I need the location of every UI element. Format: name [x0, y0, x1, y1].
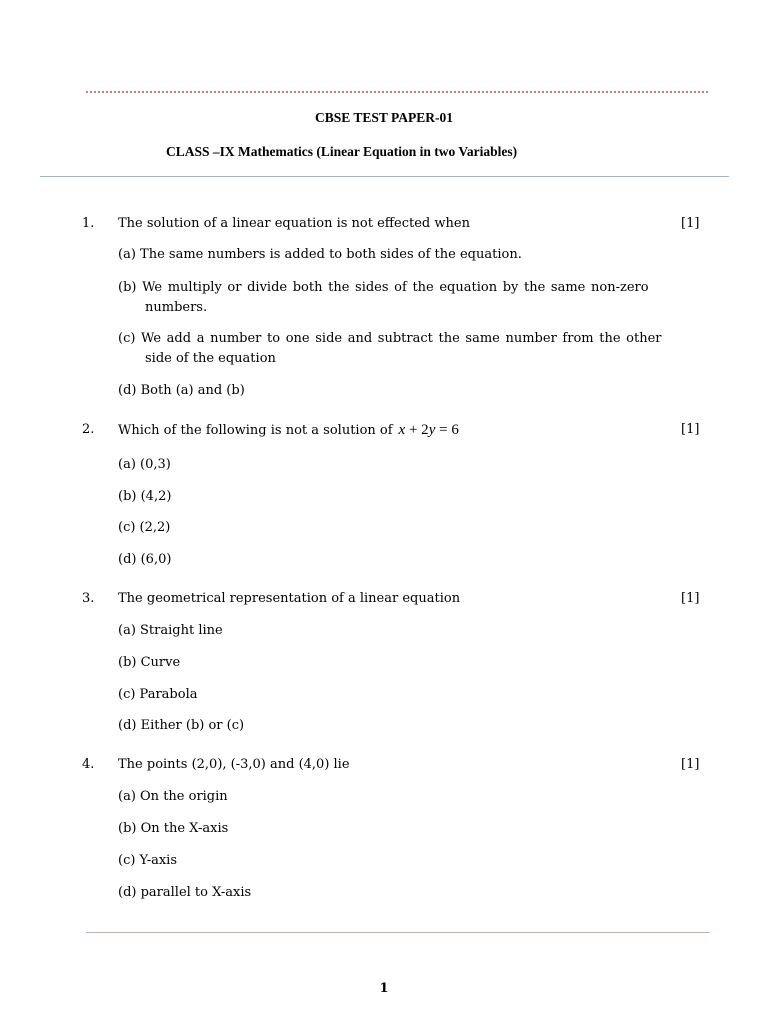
- question-marks: [1]: [681, 591, 700, 606]
- question-number: 1.: [82, 216, 95, 231]
- equation-op2: = 6: [435, 422, 459, 438]
- option-a: (a) On the origin: [118, 789, 228, 804]
- option-b-text: (b) We multiply or divide both the sides of the equation by the same non-zero: [118, 280, 649, 295]
- header-rule: [86, 91, 708, 93]
- question-text: The geometrical representation of a linear equation: [118, 591, 461, 606]
- option-a: (a) The same numbers is added to both sides of the equation.: [118, 247, 522, 262]
- question-marks: [1]: [681, 757, 700, 772]
- equation-x: x: [398, 422, 406, 438]
- equation: [399, 422, 459, 438]
- option-c: (c) Parabola: [118, 687, 198, 702]
- option-a: (a) (0,3): [118, 457, 171, 472]
- question-number: 3.: [82, 591, 95, 606]
- option-c: (c) (2,2): [118, 520, 171, 535]
- question-text: The solution of a linear equation is not effected when: [118, 216, 470, 231]
- option-c: [118, 329, 665, 369]
- title-divider: [40, 176, 729, 177]
- option-a: (a) Straight line: [118, 623, 223, 638]
- question-text-label: Which of the following is not a solution of: [118, 423, 393, 438]
- question-text: The points (2,0), (-3,0) and (4,0) lie: [118, 757, 350, 772]
- option-d: (d) Both (a) and (b): [118, 383, 245, 398]
- option-c: (c) Y-axis: [118, 853, 178, 868]
- option-d: (d) Either (b) or (c): [118, 718, 245, 733]
- option-b: (b) Curve: [118, 655, 181, 670]
- page-number: 1: [379, 981, 389, 996]
- option-b: [118, 278, 665, 318]
- paper-title: CBSE TEST PAPER-01: [314, 110, 454, 125]
- option-d: (d) (6,0): [118, 552, 172, 567]
- paper-subtitle: CLASS –IX Mathematics (Linear Equation in two Variables): [166, 144, 518, 159]
- option-c-continuation: side of the equation: [145, 351, 276, 366]
- question-number: 4.: [82, 757, 95, 772]
- footer-rule: [86, 932, 710, 933]
- option-d: (d) parallel to X-axis: [118, 885, 252, 900]
- equation-op1: + 2: [405, 422, 429, 438]
- question-marks: [1]: [681, 216, 700, 231]
- option-b: (b) (4,2): [118, 489, 172, 504]
- option-c-text: (c) We add a number to one side and subtract the same number from the other: [118, 331, 662, 346]
- question-text: [118, 422, 459, 439]
- option-b-continuation: numbers.: [145, 300, 208, 315]
- question-marks: [1]: [681, 422, 700, 437]
- option-b: (b) On the X-axis: [118, 821, 229, 836]
- equation-y: y: [428, 422, 436, 438]
- question-number: 2.: [82, 422, 95, 437]
